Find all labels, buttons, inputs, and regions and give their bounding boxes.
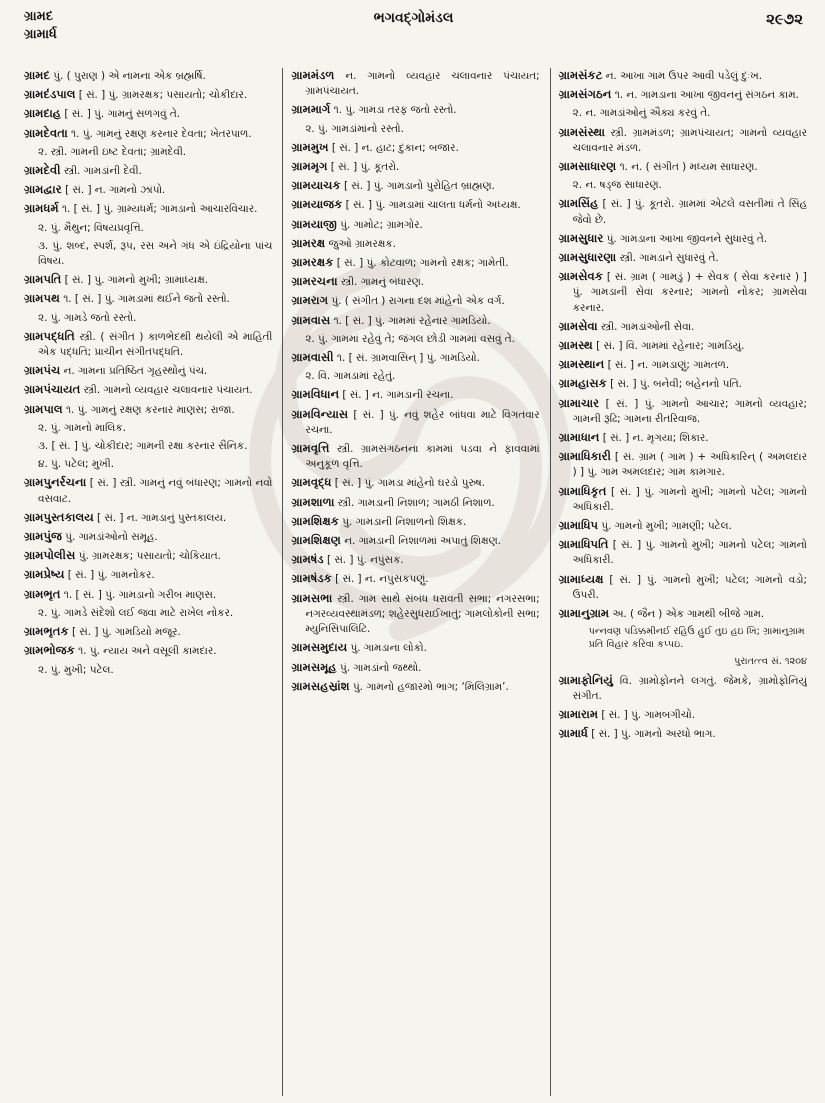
- headword: ગ્રામસભા: [291, 590, 333, 605]
- headword: ગ્રામરાગ: [291, 293, 329, 308]
- definition: [ સં. ] પું. ગામનો મુખી; પટેલ; ગામનો વડો; ઉપરી.: [572, 573, 807, 601]
- dictionary-entry: [559, 606, 807, 622]
- definition: ૧. [ સં. ] પું. ગ્રામ્યધર્મ; ગામડાનો આચારવિચાર.: [61, 203, 258, 216]
- dictionary-entry: [24, 68, 272, 84]
- definition: ૧. [ સં. ] પું. ગામડાનો ગરીબ માણસ.: [63, 588, 217, 601]
- headword: ગ્રામાધિકારી: [558, 449, 611, 464]
- definition: [ સં. ] પું. ગામનો મુખી; ગ્રામાધ્યક્ષ.: [64, 274, 208, 287]
- definition: [ સં. ] પું. ગામડામાં ચાલતા ધર્મનો અધ્યક્ષ.: [345, 199, 521, 212]
- dictionary-column-1: [24, 68, 272, 1096]
- definition: [ સં. ] પું. ગામનો અરધો ભાગ.: [591, 728, 716, 741]
- definition: સ્ત્રી. ગામડાંની દેવી.: [63, 165, 142, 178]
- dictionary-entry: [291, 495, 539, 511]
- dictionary-column-3: [550, 68, 807, 1096]
- dictionary-entry: [559, 87, 807, 103]
- dictionary-entry: [559, 396, 807, 427]
- dictionary-entry: [291, 571, 539, 587]
- headword: ગ્રામરક્ષ: [291, 235, 326, 250]
- definition: વિ. ગ્રામોફોનને લગતું. જેમકે, ગ્રામોફોનિયું સંગીત.: [572, 674, 807, 702]
- headword: ગ્રામસેવક: [558, 269, 603, 284]
- definition: ૧. [ સં. ] પું. ગામમાં રહેનાર ગામડિયો.: [333, 314, 491, 327]
- headword: ગ્રામપંચાયત: [24, 382, 81, 397]
- dictionary-sense: [24, 606, 272, 621]
- page-number: ૨૯૭૨: [766, 10, 803, 28]
- headword: ગ્રામભોજક: [24, 643, 75, 658]
- dictionary-entry: [559, 269, 807, 316]
- definition: સ્ત્રી. ગામ સાથે સંબંધ ધરાવતી સભા; નગરસભા; નગરવ્યવસ્થામંડળ; શહેરસુધરાઈખાતું; ગામલોકોની સભા; મ્યુનિસિપાલિટિ.: [305, 592, 540, 636]
- dictionary-sense: [291, 122, 539, 137]
- headword: ગ્રામમૃગ: [291, 159, 328, 174]
- definition: [ સં. ] ન. હાટ; દુકાન; બજાર.: [331, 141, 459, 154]
- definition: [ સં. ] પું. નવું શહેર બાંધવા માટે વિગતવાર રચના.: [305, 408, 540, 436]
- quotation: પન્નવણ પડિક્કમીનઈ રહિઉ હુઈ તુઇ હઇ ખિ; ગ્રામાનુગ્રામ પ્રતિ વિહાર કરિવા કપ્પઇ.: [588, 626, 805, 651]
- headword: ગ્રામાચાર: [558, 395, 600, 410]
- definition: ૧. [ સં. ગ્રામવાસિન્ ] પું. ગામડિયો.: [336, 352, 480, 365]
- definition: પું. ગામડાંઓનો સમૂહ.: [65, 531, 158, 544]
- dictionary-sense: [559, 178, 807, 193]
- dictionary-sense: [24, 239, 272, 269]
- definition: [ સં. ] પું. ગામડાનો પુરોહિત બ્રાહ્મણ.: [343, 180, 495, 193]
- headword: ગ્રામહાસક: [558, 376, 607, 391]
- dictionary-entry: [291, 274, 539, 290]
- headword: ગ્રામરક્ષક: [291, 255, 334, 270]
- dictionary-entry: [559, 572, 807, 603]
- definition: ૨. પું. ગામમાં રહેવું તે; જંગલ છોડી ગામમાં વસવું તે.: [305, 332, 515, 345]
- headword: ગ્રામસમૂહ: [291, 659, 337, 674]
- definition: સ્ત્રી. ગામડાંઓની સેવા.: [600, 320, 695, 333]
- definition: [ સં. ] પું. ગામનો આચાર; ગામનો વ્યવહાર; ગામની રૂઢિ; ગામના રીતરિવાજ.: [572, 397, 807, 425]
- headword: ગ્રામાર્ધ: [558, 726, 588, 741]
- definition: સ્ત્રી. ગ્રામમંડળ; ગ્રામપંચાયત; ગામનો વ્યવહાર ચલાવનાર મંડળ.: [572, 126, 807, 154]
- dictionary-entry: [559, 231, 807, 247]
- definition: [ સં. ] પું. ગામબગીચો.: [601, 708, 695, 721]
- definition: ન. આખા ગામ ઉપર આવી પડેલું દુઃખ.: [605, 70, 762, 82]
- dictionary-entry: [291, 350, 539, 366]
- definition: પું. ગામડાના આખા જીવનને સુધારવું તે.: [606, 232, 768, 245]
- headword: ગ્રામભૃત: [24, 586, 61, 601]
- dictionary-entry: [24, 163, 272, 179]
- definition: [ સં. ] પું. ગામનો મુખી; ગામનો પટેલ; ગામનો અધિકારી.: [572, 485, 807, 513]
- headword: ગ્રામસ્થાન: [558, 357, 605, 372]
- definition: પું. ગામડાની નિશાળનો શિક્ષક.: [342, 515, 467, 528]
- headword: ગ્રામસુધાર: [558, 230, 604, 245]
- headword: ગ્રામરચના: [291, 274, 338, 289]
- dictionary-entry: [24, 402, 272, 418]
- headword: ગ્રામાફોનિયું: [558, 672, 613, 687]
- definition: [ સં. ] ન. ગામડાની રચના.: [342, 389, 454, 402]
- headword: ગ્રામસ્થ: [558, 338, 593, 353]
- definition: સ્ત્રી. ગ્રામસંગઠનના કામમાં પડવા ને ફાવવામાં અનુકૂળ વૃત્તિ.: [305, 443, 540, 471]
- dictionary-entry: [559, 673, 807, 704]
- dictionary-entry: [24, 475, 272, 506]
- dictionary-entry: [559, 196, 807, 227]
- headword: ગ્રામદેવતા: [24, 125, 68, 140]
- definition: ૨. વિ. ગામડામાં રહેતું.: [305, 370, 396, 383]
- definition: ૨. પું. ગામડાંમાંનો રસ્તો.: [305, 122, 404, 135]
- definition: ૧. ન. ( સંગીત ) મધ્યમ સાધારણ.: [619, 161, 758, 174]
- headword: ગ્રામપદ્ધતિ: [24, 328, 75, 343]
- dictionary-entry: [291, 514, 539, 530]
- definition: પું. ગામનો મુખી; ગામણી; પટેલ.: [601, 520, 732, 533]
- definition: ૧. પું. ગામડા તરફ જતો રસ્તો.: [333, 104, 457, 117]
- dictionary-entry: [291, 387, 539, 403]
- headword: ગ્રામસુધારણા: [558, 250, 617, 265]
- dictionary-entry: [559, 376, 807, 392]
- definition: ૨. પું. ગામડે સંદેશો લઈ જવા માટે રાખેલ નોકર.: [38, 606, 234, 619]
- headword: ગ્રામાધ્યક્ષ: [558, 571, 604, 586]
- dictionary-sense: [24, 457, 272, 472]
- dictionary-sense: [24, 221, 272, 236]
- dictionary-entry: [559, 357, 807, 373]
- headword: ગ્રામષંડ: [291, 552, 324, 567]
- page-title: ભગવદ્ગોમંડલ: [373, 10, 454, 26]
- dictionary-entry: [24, 363, 272, 379]
- headword: ગ્રામસમુદાય: [291, 640, 348, 655]
- headword: ગ્રામવૃત્તિ: [291, 441, 330, 456]
- headword: ગ્રામસહસ્રાંશ: [291, 678, 350, 693]
- definition: [ સં. ] પું. ગામડિયો મજૂર.: [71, 626, 181, 639]
- dictionary-entry: [291, 236, 539, 252]
- definition: [ સં. ] ન. ગામનો ઝાંપો.: [65, 184, 166, 197]
- dictionary-entry: [24, 87, 272, 103]
- headword: ગ્રામપુનર્રચના: [24, 475, 87, 490]
- headword: ગ્રામપુંજ: [24, 529, 62, 544]
- dictionary-entry: [24, 643, 272, 659]
- definition: ૨. પું. મૈથુન; વિષયપ્રવૃત્તિ.: [38, 221, 144, 234]
- dictionary-entry: [559, 68, 807, 84]
- dictionary-entry: [559, 537, 807, 568]
- definition: ૨. પું. મુખી; પટેલ.: [38, 663, 114, 676]
- definition: [ સં. ] પું. કૂતરો.: [330, 161, 400, 174]
- dictionary-entry: [24, 529, 272, 545]
- headword: ગ્રામશાળા: [291, 494, 335, 509]
- definition: પું. ગામડાના લોકો.: [350, 642, 427, 655]
- definition: ૧. પું. ગામનું રક્ષણ કરનાર માણસ; રાજા.: [65, 403, 235, 416]
- dictionary-entry: [291, 313, 539, 329]
- headword: ગ્રામાધિપતિ: [558, 537, 609, 552]
- headword: ગ્રામદાહ: [24, 106, 62, 121]
- dictionary-columns: [24, 68, 807, 1096]
- dictionary-entry: [24, 587, 272, 603]
- headword: ગ્રામાનુગ્રામ: [558, 606, 610, 621]
- definition: [ સં. ] ન. મૃગયા; શિકાર.: [602, 432, 709, 445]
- headword: ગ્રામદ: [24, 68, 50, 82]
- dictionary-sense: [24, 663, 272, 678]
- definition: સ્ત્રી. ગામડાની નિશાળ; ગામઠી નિશાળ.: [337, 496, 495, 509]
- headword: ગ્રામશિક્ષક: [291, 513, 339, 528]
- dictionary-entry: [291, 640, 539, 656]
- headword: ગ્રામાધિપ: [558, 518, 599, 533]
- dictionary-sense: [291, 332, 539, 347]
- page-header: [24, 8, 803, 52]
- dictionary-entry: [559, 338, 807, 354]
- definition: પું. ગામનો હજારમો ભાગ; ‘મિલિગ્રામ’.: [352, 680, 509, 693]
- dictionary-entry: [24, 382, 272, 398]
- headword: ગ્રામયાજી: [291, 216, 337, 231]
- headword: ગ્રામભૃતક: [24, 624, 69, 639]
- dictionary-sense: [24, 421, 272, 436]
- definition: ન. ગામનો વ્યવહાર ચલાવનાર પંચાયત; ગ્રામપંચાયત.: [305, 70, 540, 98]
- headword: ગ્રામમંડળ: [291, 68, 335, 82]
- dictionary-entry: [559, 726, 807, 742]
- dictionary-entry: [291, 217, 539, 233]
- definition: પું. ( સંગીત ) રાગના દશ માંહેનો એક વર્ગ.: [331, 295, 505, 308]
- dictionary-entry: [559, 707, 807, 723]
- definition: [ સં. ] પું. ગામનો મુખી; ગામનો પટેલ; ગામનો અધિકારી.: [572, 539, 807, 567]
- headword: ગ્રામદંડપાલ: [24, 87, 76, 102]
- definition: [ સં. ] પું. કૂતરો. ગ્રામમાં એટલે વસતીમાં તે સિંહ જેવો છે.: [572, 198, 807, 226]
- guide-word-last: ગ્રામાર્ધ: [24, 27, 57, 42]
- definition: ૧. [ સં. ] પું. ગામડામાં થઈને જતો રસ્તો.: [63, 293, 230, 306]
- headword: ગ્રામમુખ: [291, 139, 329, 154]
- definition: જુઓ ગ્રામરક્ષક.: [328, 237, 396, 250]
- dictionary-entry: [559, 430, 807, 446]
- dictionary-entry: [24, 567, 272, 583]
- dictionary-entry: [291, 68, 539, 99]
- definition: ૨. પું. ગામડે જતો રસ્તો.: [38, 311, 137, 324]
- dictionary-entry: [291, 552, 539, 568]
- dictionary-sense: [24, 145, 272, 160]
- headword: ગ્રામદેવી: [24, 163, 61, 178]
- definition: ૨. ન. ષડ્જ સાધારણ.: [572, 179, 662, 192]
- dictionary-entry: [24, 201, 272, 217]
- headword: ગ્રામપાલ: [24, 401, 63, 416]
- dictionary-sense: [559, 106, 807, 121]
- dictionary-entry: [291, 660, 539, 676]
- definition: ન. ગામના પ્રતિષ્ઠિત ગૃહસ્થોનું પંચ.: [63, 365, 208, 378]
- dictionary-entry: [24, 548, 272, 564]
- definition: ૧. ન. ગામડાના આખા જીવનનું સંગઠન કામ.: [614, 89, 799, 102]
- guide-word-first: ગ્રામદ: [24, 9, 54, 24]
- dictionary-entry: [559, 159, 807, 175]
- dictionary-entry: [291, 178, 539, 194]
- definition: પું. ( પુરાણ ) એ નામના એક બ્રહ્મર્ષિ.: [53, 70, 206, 82]
- dictionary-entry: [291, 475, 539, 491]
- definition: ૩. [ સં. ] પું. ચોકીદાર; ગામની રક્ષા કરનાર સૈનિક.: [38, 440, 248, 453]
- dictionary-entry: [559, 449, 807, 480]
- dictionary-entry: [24, 624, 272, 640]
- dictionary-sense: [24, 439, 272, 454]
- headword: ગ્રામયાજક: [291, 197, 343, 212]
- headword: ગ્રામધર્મ: [24, 201, 59, 216]
- quotation-source: પુરાતત્ત્વ સં. ૧૨૦૪: [734, 656, 807, 668]
- dictionary-entry: [24, 510, 272, 526]
- headword: ગ્રામસંસ્થા: [558, 124, 606, 139]
- definition: સ્ત્રી. ગામનું બંધારણ.: [340, 276, 425, 289]
- headword: ગ્રામસાધારણ: [558, 159, 617, 174]
- headword: ગ્રામવિધાન: [291, 387, 340, 402]
- headword: ગ્રામાધાન: [558, 430, 600, 445]
- dictionary-entry: [559, 484, 807, 515]
- dictionary-entry: [291, 197, 539, 213]
- dictionary-entry: [291, 140, 539, 156]
- headword: ગ્રામવૃદ્ધ: [291, 475, 332, 490]
- definition: [ સં. ગ્રામ ( ગામડું ) + સેવક ( સેવા કરનાર ) ] પું. ગામડાની સેવા કરનાર; ગામનો નોકર; ગ્રામસેવા કરનાર.: [572, 271, 807, 314]
- headword: ગ્રામપ્રેષ્ય: [24, 567, 65, 582]
- definition: સ્ત્રી. ( સંગીત ) કાળભેદથી થયેલી એ માહિતી એક પદ્ધતિ; પ્રાચીન સંગીતપદ્ધતિ.: [38, 330, 273, 359]
- headword: ગ્રામવાસ: [291, 312, 331, 327]
- dictionary-entry: [291, 533, 539, 549]
- definition: [ સં. ] પું. બનેવી; બહેનનો પતિ.: [610, 378, 742, 391]
- definition: [ સં. ] ન. નપુંસકપણું.: [335, 573, 429, 586]
- definition: [ સં. ] સ્ત્રી. ગામનું નવું બંધારણ; ગામનો નવો વસવાટ.: [38, 477, 273, 505]
- dictionary-entry: [24, 272, 272, 288]
- definition: ૨. સ્ત્રી. ગામની ઇષ્ટ દેવતા; ગ્રામદેવી.: [38, 145, 187, 158]
- dictionary-entry: [24, 126, 272, 142]
- definition: ૧. પું. ગામનું રક્ષણ કરનાર દેવતા; ખેતરપાળ.: [71, 127, 252, 140]
- headword: ગ્રામસંકટ: [558, 68, 603, 82]
- definition: [ સં. ] પું. ગામડા માંહેનો ઘરડો પુરુષ.: [334, 477, 486, 490]
- definition: પું. ગામોટ; ગ્રામગોર.: [340, 218, 423, 231]
- dictionary-entry: [291, 293, 539, 309]
- dictionary-entry: [559, 250, 807, 266]
- definition: [ સં. ગ્રામ ( ગામ ) + અધિકારિન્ ( અમલદાર ) ] પું. ગામ અમલદાર; ગામ કામગાર.: [572, 451, 807, 479]
- definition: [ સં. ] ન. ગામડાનું પુસ્તકાલય.: [97, 511, 227, 524]
- definition: [ સં. ] ન. ગામડાણું; ગામતળ.: [607, 359, 730, 372]
- definition: ૪. પું. પટેલ; મુખી.: [38, 458, 114, 471]
- headword: ગ્રામપંચ: [24, 363, 61, 378]
- dictionary-entry: [559, 319, 807, 335]
- dictionary-entry: [24, 106, 272, 122]
- dictionary-entry: [291, 441, 539, 472]
- dictionary-entry: [291, 159, 539, 175]
- dictionary-entry: [291, 591, 539, 638]
- headword: ગ્રામપોલીસ: [24, 548, 76, 563]
- headword: ગ્રામપુસ્તકાલય: [24, 509, 94, 524]
- headword: ગ્રામાધિકૃત: [558, 483, 607, 498]
- headword: ગ્રામસિંહ: [558, 196, 599, 211]
- definition: [ સં. ] પું. કોટવાળ; ગામનો રક્ષક; ગામેતી.: [336, 257, 509, 270]
- definition: સ્ત્રી. ગામડાને સુધારવું તે.: [619, 252, 719, 265]
- definition: અ. ( જૈન ) એક ગામથી બીજે ગામ.: [612, 608, 765, 621]
- definition: ૨. પું. ગામનો માલિક.: [38, 421, 126, 434]
- dictionary-entry: [559, 125, 807, 156]
- dictionary-entry: [24, 182, 272, 198]
- definition: [ સં. ] પું. નપુંસક.: [326, 554, 404, 567]
- definition: સ્ત્રી. ગામનો વ્યવહાર ચલાવનાર પંચાયત.: [83, 384, 253, 397]
- headword: ગ્રામષંડક: [291, 571, 332, 586]
- headword: ગ્રામવિન્યાસ: [291, 406, 349, 421]
- definition: [ સં. ] પું. ગ્રામરક્ષક; પસાયતો; ચોકીદાર.: [78, 89, 248, 102]
- headword: ગ્રામવાસી: [291, 350, 334, 365]
- definition: ૧. પું. ન્યાય અને વસૂલી કામદાર.: [78, 645, 217, 658]
- definition: [ સં. ] પું. ગામનોકર.: [67, 569, 155, 582]
- definition: પું. ગામડાંનો જથ્થો.: [339, 661, 422, 674]
- headword: ગ્રામારામ: [558, 706, 599, 721]
- headword: ગ્રામશિક્ષણ: [291, 533, 341, 548]
- headword: ગ્રામમાર્ગ: [291, 102, 331, 117]
- definition: ૩. પું. શબ્દ, સ્પર્શ, રૂપ, રસ અને ગંધ એ ઇંદ્રિયોના પાંચ વિષય.: [38, 239, 273, 268]
- dictionary-entry: [24, 329, 272, 360]
- definition: ન. ગામડાની નિશાળમાં અપાતું શિક્ષણ.: [344, 535, 501, 548]
- definition: પું. ગ્રામરક્ષક; પસાયતો; ચોકિયાત.: [78, 550, 221, 563]
- dictionary-entry: [291, 102, 539, 118]
- definition: ૨. ન. ગામડાંઓનું ઐક્ય કરવું તે.: [572, 107, 711, 120]
- dictionary-column-2: [282, 68, 539, 1096]
- dictionary-entry: [291, 255, 539, 271]
- dictionary-entry: [291, 407, 539, 438]
- dictionary-entry: [291, 679, 539, 695]
- dictionary-entry: [559, 518, 807, 534]
- headword: ગ્રામસેવા: [558, 318, 598, 333]
- headword: ગ્રામદ્વાર: [24, 182, 62, 197]
- headword: ગ્રામપથ: [24, 291, 60, 306]
- dictionary-sense: [24, 311, 272, 326]
- headword: ગ્રામયાચક: [291, 178, 341, 193]
- headword: ગ્રામપતિ: [24, 272, 62, 287]
- headword: ગ્રામસંગઠન: [558, 87, 612, 102]
- dictionary-entry: [24, 291, 272, 307]
- definition: [ સં. ] પું. ગામનું સળગવું તે.: [64, 108, 181, 121]
- definition: [ સં. ] વિ. ગામમાં રહેનાર; ગામડિયું.: [596, 340, 745, 353]
- dictionary-sense: [291, 369, 539, 384]
